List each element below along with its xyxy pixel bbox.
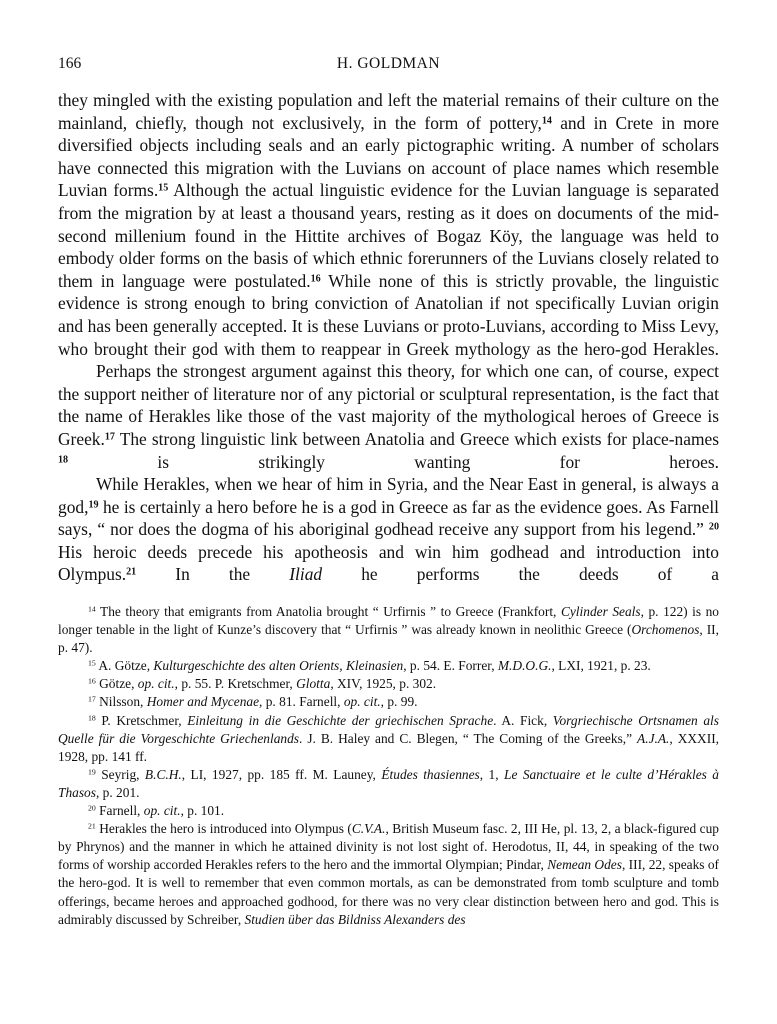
italic-text: Vorgriechische Ortsnamen als Quelle für die Vorgeschichte Griechenlands — [58, 712, 719, 746]
italic-text: C.V.A. — [351, 821, 386, 837]
footnote: $^{21}$ Herakles the hero is introduced into Olympus (C.V.A., British Museum fasc. 2, III He, pl. 13, 2, a black-figured cup by Phrynos) and the manner in which he attained divinity is not lost sight of. Herodotus, II, 44, in speaking of the two forms of worship accorded Herakles refers to the hero and the immortal Olympian; Pindar, Nemean Odes, III, 22, speaks of the hero-god. It is well to remember that even common mortals, as can be demonstrated from tomb sculpture and tomb offerings, became heroes and approached godhood, for there was no very clear distinction between hero and god. This is admirably discussed by Schreiber, Studien über das Bildniss Alexanders des — [58, 821, 720, 927]
italic-text: Cylinder Seals — [560, 604, 641, 619]
footnote-marker: 21 — [88, 821, 96, 831]
italic-text: Iliad — [289, 564, 323, 585]
footnote: $^{16}$ Götze, op. cit., p. 55. P. Kretschmer, Glotta, XIV, 1925, p. 302. — [88, 676, 437, 692]
italic-text: B.C.H. — [144, 766, 182, 782]
footnote-marker: 21 — [126, 566, 137, 578]
footnote-marker: 14 — [88, 604, 96, 614]
italic-text: Glotta — [296, 676, 331, 692]
paragraph: they mingled with the existing population and left the material remains of their culture on the mainland, chiefly, though not exclusively, in the form of pottery,$^{14}$ and in Crete in more diversified objects including seals and an early pictographic writing. A number of scholars have connected this migration with the Luvians on account of place names which resemble Luvian forms.$^{15}$ Although the actual linguistic evidence for the Luvian language is separated from the migration by at least a thousand years, resting as it does on documents of the mid-second millenium found in the Hittite archives of Bogaz Köy, the language was held to embody older forms on the basis of which ethnic forerunners of the Luvians closely related to them in language were postulated.$^{16}$ While none of this is strictly provable, the linguistic evidence is strong enough to bring conviction of Anatolian if not specifically Luvian origin and has been generally accepted. It is these Luvians or proto-Luvians, according to Miss Levy, who brought their god with them to reappear in Greek mythology as the hero-god Herakles. — [58, 90, 720, 359]
italic-text: Homer and Mycenae — [146, 694, 260, 710]
page-header — [58, 55, 719, 79]
footnote: $^{15}$ A. Götze, Kulturgeschichte des alten Orients, Kleinasien, p. 54. E. Forrer, M.D.O.G., LXI, 1921, p. 23. — [88, 658, 651, 674]
footnote-marker: 17 — [88, 695, 96, 705]
footnote: $^{19}$ Seyrig, B.C.H., LI, 1927, pp. 185 ff. M. Launey, Études thasiennes, 1, Le Sanctuaire et le culte d’Hérakles à Thasos, p. 201. — [58, 766, 719, 800]
body-text — [58, 89, 719, 586]
footnote-marker: 15 — [158, 182, 169, 194]
italic-text: Nemean Odes — [547, 857, 622, 873]
footnote-marker: 17 — [104, 431, 115, 443]
footnote: $^{17}$ Nilsson, Homer and Mycenae, p. 81. Farnell, op. cit., p. 99. — [88, 694, 418, 710]
paragraph: Perhaps the strongest argument against this theory, for which one can, of course, expect the support neither of literature nor of any pictorial or sculptural representation, is the fact that the name of Herakles like those of the vast majority of the mythological heroes of Greece is Greek.$^{17}$ The strong linguistic link between Anatolia and Greece which exists for place-names $^{18}$ is strikingly wanting for heroes. — [58, 361, 719, 472]
page-number: 166 — [58, 55, 82, 72]
italic-text: A.J.A. — [637, 730, 670, 746]
footnote-marker: 15 — [88, 659, 96, 669]
italic-text: Einleitung in die Geschichte der griechischen Sprache — [187, 712, 494, 728]
footnotes — [58, 603, 719, 929]
italic-text: Le Sanctuaire et le culte d’Hérakles à Thasos — [58, 766, 719, 800]
footnote-marker: 19 — [88, 499, 99, 511]
footnote-marker: 16 — [310, 273, 321, 285]
footnote-marker: 18 — [58, 453, 69, 465]
italic-text: Études thasiennes — [381, 766, 480, 782]
footnote-marker: 19 — [88, 767, 96, 777]
italic-text: Kulturgeschichte des alten Orients, Kleinasien — [153, 658, 404, 674]
paragraph: While Herakles, when we hear of him in Syria, and the Near East in general, is always a god,$^{19}$ he is certainly a hero before he is a god in Greece as far as the evidence goes. As Farnell says, “ nor does the dogma of his aboriginal godhead receive any support from his legend.” $^{20}$ His heroic deeds precede his apotheosis and win him godhead and introduction into Olympus.$^{21}$ In the Iliad he performs the deeds of a — [58, 474, 720, 585]
footnote-marker: 16 — [88, 677, 96, 687]
footnote-marker: 20 — [708, 521, 719, 533]
footnote-marker: 14 — [541, 115, 552, 127]
footnote-marker: 20 — [88, 803, 96, 813]
italic-text: M.D.O.G. — [497, 658, 552, 674]
italic-text: Studien über das Bildniss Alexanders des — [244, 911, 466, 927]
italic-text: op. cit. — [343, 694, 381, 710]
footnote: $^{14}$ The theory that emigrants from Anatolia brought “ Urfirnis ” to Greece (Frankfort, Cylinder Seals, p. 122) is no longer tenable in the light of Kunze’s discovery that “ Urfirnis ” was already known in neolithic Greece (Orchomenos, II, p. 47). — [58, 604, 719, 656]
italic-text: op. cit. — [137, 676, 175, 692]
italic-text: Orchomenos — [631, 622, 700, 638]
footnote: $^{20}$ Farnell, op. cit., p. 101. — [88, 803, 225, 819]
footnote-marker: 18 — [88, 713, 96, 723]
italic-text: op. cit. — [143, 803, 181, 819]
footnote: $^{18}$ P. Kretschmer, Einleitung in die Geschichte der griechischen Sprache. A. Fick, Vorgriechische Ortsnamen als Quelle für die Vorgeschichte Griechenlands. J. B. Haley and C. Blegen, “ The Coming of the Greeks,” A.J.A., XXXII, 1928, pp. 141 ff. — [58, 712, 719, 764]
running-title: H. GOLDMAN — [336, 55, 441, 72]
